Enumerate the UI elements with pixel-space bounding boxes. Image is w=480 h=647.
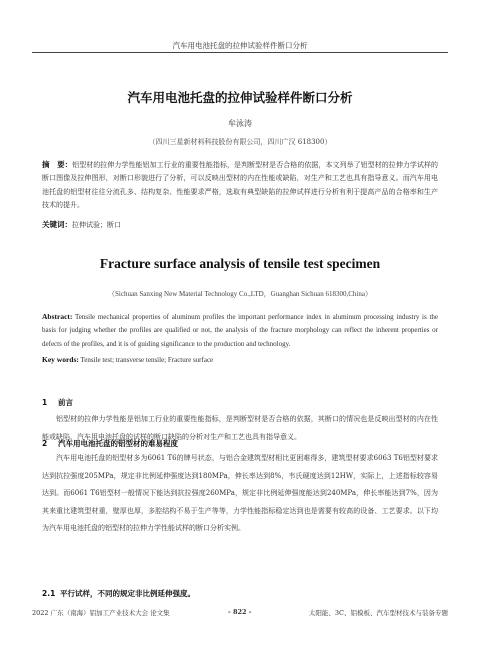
keywords-cn-text: 拉伸试验；断口: [72, 221, 121, 229]
keywords-en-label: Key words:: [42, 355, 79, 364]
header-divider: [32, 52, 448, 53]
footer-proceedings: 2022 广东（南海）铝加工产业技术大会 论文集: [32, 609, 170, 617]
section-heading-2-1: [42, 588, 438, 599]
section-2-number: 2: [42, 439, 48, 448]
section-2-1-number: 2.1: [42, 589, 56, 598]
author-cn: 牟泳涛: [228, 119, 252, 128]
abstract-cn-label: 摘 要：: [42, 160, 73, 169]
keywords-en: [42, 355, 438, 364]
running-header: 汽车用电池托盘的拉伸试验样件断口分析: [172, 41, 308, 50]
affiliation-cn: （四川三星新材料科技股份有限公司，四川广汉 618300）: [148, 138, 332, 146]
abstract-en-label: Abstract:: [42, 312, 73, 321]
abstract-en-text: Tensile mechanical properties of aluminum profiles the important performance index in aluminum processing industry is the basis for judging whether the profiles are qualified or not, the analysis of the fracture morphology can reflect the inherent properties or defects of the profiles, and it is of guiding significance to the production and technology.: [42, 313, 438, 348]
section-1-paragraph: 铝型材的拉伸力学性能是铝加工行业的重要性能指标，是判断型材是否合格的依据，其断口的情况也是反映出型材的内在性能或缺陷，汽车用电池托盘的试样的断口缺陷的分析对生产和工艺也具有指导意义。: [42, 415, 438, 441]
page-number: - 822 -: [228, 608, 252, 616]
section-heading-2: [42, 438, 438, 449]
keywords-en-text: Tensile test; transverse tensile; Fracture surface: [80, 356, 214, 364]
affiliation-en: （Sichuan Sanxing New Material Technology Co.,LTD，Guanghan Sichuan 618300,China）: [108, 290, 372, 298]
page-footer: [32, 608, 448, 622]
keywords-cn-label: 关键词：: [42, 220, 72, 229]
section-2-title: 汽车用电池托盘的铝型材的难易程度: [58, 439, 178, 448]
paper-title-en: Fracture surface analysis of tensile test specimen: [99, 256, 381, 271]
keywords-cn: [42, 219, 438, 230]
paper-title-cn: 汽车用电池托盘的拉伸试验样件断口分析: [127, 90, 353, 105]
abstract-cn: [42, 158, 438, 213]
footer-topic: 太阳能、3C、铝模板、汽车型材技术与装备专题: [308, 609, 448, 617]
abstract-en: [42, 310, 438, 351]
abstract-cn-text: 铝型材的拉伸力学性能铝加工行业的重要性能指标，是判断型材是否合格的依据，本文列举了铝型材的拉伸力学试样的断口图像及拉伸图形，对断口形貌进行了分析，可以反映出型材的内在性能或缺陷，对生产和工艺也具有指导意义。而汽车用电池托盘的铝型材往往分流孔多、结构复杂、性能要求严格，选取有典型缺陷的拉伸试样进行分析有利于提高产品的合格率和生产技术的提升。: [42, 161, 439, 210]
section-2-1-title: 平行试样，不同的规定非比例延伸强度。: [60, 589, 195, 598]
section-2-paragraph: 汽车用电池托盘的铝型材多为6061 T6的牌号状态，与铝合金建筑型材相比更困难得多，建筑型材要求6063 T6铝型材要求达到抗拉强度205MPa，规定非比例延伸强度达到180MPa，伸长率达到8%，韦氏硬度达到12HW，实际上，上述指标较容易达到。而6061 T6铝型材一般情况下能达到抗拉强度260MPa，规定非比例延伸强度能达到240MPa，伸长率能达到7%，因为其来重比建筑型材重，壁厚也厚，多腔结构不易于生产等等，力学性能指标稳定达到也是需要有较高的设备、工艺要求。以下均为汽车用电池托盘的铝型材的拉伸力学性能试样的断口分析实例。: [42, 454, 438, 532]
section-1-title: 前言: [58, 398, 73, 407]
section-heading-1: [42, 397, 438, 408]
section-1-number: 1: [42, 398, 48, 407]
